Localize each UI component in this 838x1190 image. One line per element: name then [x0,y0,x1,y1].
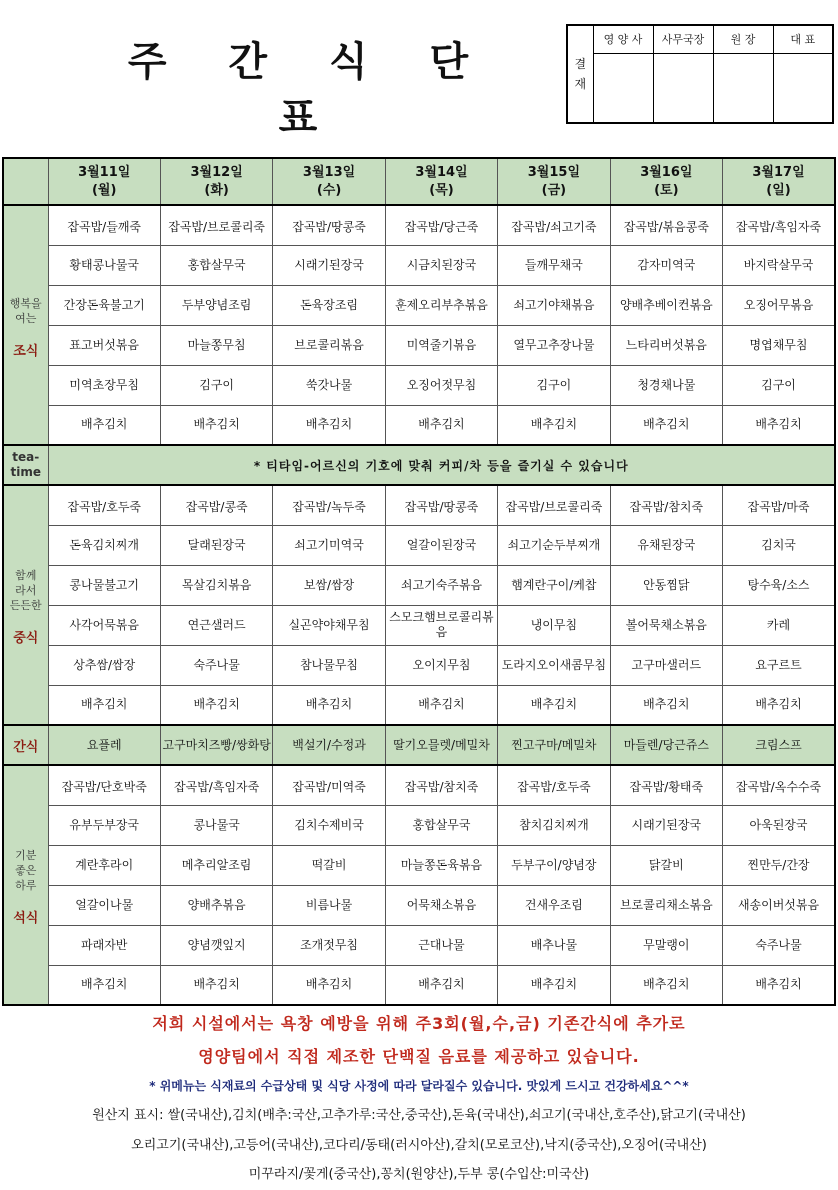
origin-line: 원산지 표시: 쌀(국내산),김치(배추:국산,고추가루:국산,중국산),돈육(국내산),쇠고기(국내산,호주산),닭고기(국내산) [92,1108,746,1123]
menu-item: 잡곡밥/단호박죽 [48,765,160,805]
menu-item: 잡곡밥/참치죽 [610,485,722,525]
snack-item: 딸기오믈렛/메밀차 [385,725,497,765]
menu-item: 배추김치 [610,965,722,1005]
origin-line: 오리고기(국내산),고등어(국내산),코다리/동태(러시아산),갈치(모로코산),낙지(중국산),오징어(국내산) [131,1138,707,1153]
menu-item: 느타리버섯볶음 [610,325,722,365]
menu-item: 황태콩나물국 [48,245,160,285]
menu-item: 배추김치 [48,685,160,725]
menu-change-note: * 위메뉴는 식재료의 수급상태 및 식당 사정에 따라 달라질수 있습니다. 맛있게 드시고 건강하세요^^* [149,1079,689,1093]
menu-item: 잡곡밥/마죽 [723,485,835,525]
menu-item: 두부양념조림 [160,285,272,325]
menu-item: 햄계란구이/케찹 [498,565,610,605]
day-date: 3월17일 [752,164,805,180]
approval-role: 원 장 [713,25,773,53]
menu-item: 돈육김치찌개 [48,525,160,565]
menu-item: 배추김치 [385,405,497,445]
day-header [385,158,497,205]
menu-item: 시래기된장국 [610,805,722,845]
menu-item: 배추김치 [273,685,385,725]
menu-item: 배추김치 [610,685,722,725]
menu-item: 건새우조림 [498,885,610,925]
menu-item: 배추김치 [160,685,272,725]
day-date: 3월14일 [415,164,468,180]
menu-item: 메추리알조림 [160,845,272,885]
menu-item: 청경채나물 [610,365,722,405]
menu-item: 어묵채소볶음 [385,885,497,925]
menu-item: 오징어무볶음 [723,285,835,325]
meal-sublabel: 좋은 [15,864,37,877]
menu-item: 비름나물 [273,885,385,925]
menu-item: 배추김치 [498,685,610,725]
meal-sublabel: 라서 [15,584,37,597]
menu-item: 계란후라이 [48,845,160,885]
menu-item: 명엽채무침 [723,325,835,365]
menu-item: 얼갈이나물 [48,885,160,925]
meal-label: 중식 [13,631,39,646]
menu-item: 오징어젓무침 [385,365,497,405]
snack-label: 간식 [3,725,48,765]
day-header [723,158,835,205]
meal-label: 조식 [13,343,39,359]
menu-item: 잡곡밥/옥수수죽 [723,765,835,805]
day-weekday: (목) [429,182,454,198]
snack-item: 크림스프 [723,725,835,765]
menu-item: 김치수제비국 [273,805,385,845]
menu-item: 미역줄기볶음 [385,325,497,365]
menu-item: 잡곡밥/볶음콩죽 [610,205,722,245]
meal-sublabel: 여는 [15,311,37,325]
menu-item: 숙주나물 [723,925,835,965]
menu-item: 보쌈/쌈장 [273,565,385,605]
menu-item: 잡곡밥/땅콩죽 [385,485,497,525]
menu-item: 마늘쫑무침 [160,325,272,365]
menu-item: 볼어묵채소볶음 [610,605,722,645]
menu-item: 간장돈육불고기 [48,285,160,325]
menu-item: 잡곡밥/쇠고기죽 [498,205,610,245]
menu-item: 찐만두/간장 [723,845,835,885]
menu-item: 마늘쫑돈육볶음 [385,845,497,885]
menu-item: 잡곡밥/참치죽 [385,765,497,805]
menu-item: 배추김치 [385,685,497,725]
menu-item: 양념깻잎지 [160,925,272,965]
menu-item: 배추김치 [723,405,835,445]
menu-item: 닭갈비 [610,845,722,885]
dinner-label [3,765,48,1005]
menu-item: 훈제오리부추볶음 [385,285,497,325]
menu-item: 양배추베이컨볶음 [610,285,722,325]
day-header [160,158,272,205]
day-header [610,158,722,205]
menu-item: 목살김치볶음 [160,565,272,605]
meal-sublabel: 든든한 [9,599,42,612]
menu-item: 콩나물국 [160,805,272,845]
menu-item: 달래된장국 [160,525,272,565]
menu-item: 안동찜닭 [610,565,722,605]
signature-box [713,53,773,123]
day-weekday: (토) [654,182,679,198]
menu-item: 쇠고기숙주볶음 [385,565,497,605]
menu-item: 참치김치찌개 [498,805,610,845]
meal-sublabel: 기분 [15,849,37,862]
day-header [273,158,385,205]
meal-label: 석식 [13,911,39,926]
lunch-label [3,485,48,725]
menu-item: 양배추볶음 [160,885,272,925]
approval-role: 영 양 사 [593,25,653,53]
menu-item: 떡갈비 [273,845,385,885]
snack-item: 백설기/수정과 [273,725,385,765]
menu-item: 유부두부장국 [48,805,160,845]
menu-item: 탕수육/소스 [723,565,835,605]
menu-item: 표고버섯볶음 [48,325,160,365]
menu-item: 잡곡밥/흑임자죽 [160,765,272,805]
menu-item: 홍합살무국 [160,245,272,285]
teatime-text: * 티타임-어르신의 기호에 맞춰 커피/차 등을 즐기실 수 있습니다 [48,445,835,485]
signature-box [773,53,833,123]
menu-item: 무말랭이 [610,925,722,965]
menu-item: 숙주나물 [160,645,272,685]
menu-item: 조개젓무침 [273,925,385,965]
menu-item: 잡곡밥/미역죽 [273,765,385,805]
day-weekday: (화) [204,182,229,198]
menu-item: 근대나물 [385,925,497,965]
menu-item: 참나물무침 [273,645,385,685]
menu-item: 유채된장국 [610,525,722,565]
menu-item: 배추김치 [48,965,160,1005]
menu-item: 고구마샐러드 [610,645,722,685]
menu-item: 김치국 [723,525,835,565]
menu-item: 스모크햄브로콜리볶음 [385,605,497,645]
snack-item: 요플레 [48,725,160,765]
menu-item: 실곤약야채무침 [273,605,385,645]
menu-item: 브로콜리볶음 [273,325,385,365]
meal-sublabel: 행복을 [9,296,42,310]
breakfast-label [3,205,48,445]
day-date: 3월12일 [190,164,243,180]
day-weekday: (일) [766,182,791,198]
menu-item: 잡곡밥/황태죽 [610,765,722,805]
menu-item: 쇠고기순두부찌개 [498,525,610,565]
menu-item: 시래기된장국 [273,245,385,285]
menu-item: 돈육장조림 [273,285,385,325]
menu-item: 김구이 [723,365,835,405]
table-corner [3,158,48,205]
menu-item: 배추김치 [610,405,722,445]
menu-item: 감자미역국 [610,245,722,285]
menu-item: 얼갈이된장국 [385,525,497,565]
page-title: 주 간 식 단 표 [127,39,493,141]
menu-item: 잡곡밥/콩죽 [160,485,272,525]
approval-role: 대 표 [773,25,833,53]
day-header [498,158,610,205]
menu-item: 배추나물 [498,925,610,965]
snack-item: 찐고구마/메밀차 [498,725,610,765]
menu-item: 쇠고기미역국 [273,525,385,565]
menu-item: 요구르트 [723,645,835,685]
menu-item: 미역초장무침 [48,365,160,405]
menu-item: 김구이 [498,365,610,405]
day-date: 3월11일 [78,164,131,180]
menu-item: 바지락살무국 [723,245,835,285]
menu-item: 잡곡밥/브로콜리죽 [498,485,610,525]
menu-item: 김구이 [160,365,272,405]
menu-item: 배추김치 [273,965,385,1005]
menu-item: 잡곡밥/녹두죽 [273,485,385,525]
menu-item: 홍합살무국 [385,805,497,845]
menu-item: 배추김치 [498,965,610,1005]
day-date: 3월13일 [302,164,356,180]
menu-item: 브로콜리채소볶음 [610,885,722,925]
menu-item: 쇠고기야채볶음 [498,285,610,325]
menu-item: 쑥갓나물 [273,365,385,405]
menu-item: 들깨무채국 [498,245,610,285]
approval-role: 사무국장 [653,25,713,53]
menu-item: 시금치된장국 [385,245,497,285]
snack-item: 마들렌/당근쥬스 [610,725,722,765]
menu-item: 배추김치 [160,965,272,1005]
menu-item: 잡곡밥/땅콩죽 [273,205,385,245]
day-weekday: (월) [91,182,117,198]
day-date: 3월16일 [640,164,693,180]
menu-item: 열무고추장나물 [498,325,610,365]
signature-box [593,53,653,123]
menu-item: 배추김치 [48,405,160,445]
menu-item: 두부구이/양념장 [498,845,610,885]
day-weekday: (금) [541,182,567,198]
menu-item: 연근샐러드 [160,605,272,645]
approval-label: 결재 [567,25,593,123]
menu-item: 배추김치 [723,685,835,725]
day-date: 3월15일 [527,164,581,180]
meal-sublabel: 함께 [15,569,37,582]
menu-item: 콩나물불고기 [48,565,160,605]
meal-sublabel: 하루 [15,879,37,892]
menu-item: 사각어묵볶음 [48,605,160,645]
menu-item: 잡곡밥/당근죽 [385,205,497,245]
day-weekday: (수) [316,182,342,198]
menu-item: 배추김치 [273,405,385,445]
menu-item: 잡곡밥/호두죽 [48,485,160,525]
menu-item: 오이지무침 [385,645,497,685]
menu-item: 파래자반 [48,925,160,965]
menu-item: 상추쌈/쌈장 [48,645,160,685]
menu-item: 도라지오이새콤무침 [498,645,610,685]
snack-item: 고구마치즈빵/쌍화탕 [160,725,272,765]
menu-item: 배추김치 [385,965,497,1005]
origin-line: 미꾸라지/꽃게(중국산),꽁치(원양산),두부 콩(수입산:미국산) [248,1167,590,1182]
menu-item: 잡곡밥/호두죽 [498,765,610,805]
menu-table [2,157,836,1006]
teatime-label: tea- time [3,445,48,485]
menu-item: 아욱된장국 [723,805,835,845]
menu-item: 새송이버섯볶음 [723,885,835,925]
day-header [48,158,160,205]
menu-item: 배추김치 [723,965,835,1005]
menu-item: 배추김치 [160,405,272,445]
menu-item: 잡곡밥/들깨죽 [48,205,160,245]
menu-item: 잡곡밥/흑임자죽 [723,205,835,245]
signature-box [653,53,713,123]
menu-item: 카레 [723,605,835,645]
menu-item: 배추김치 [498,405,610,445]
notice-line: 영양팀에서 직접 제조한 단백질 음료를 제공하고 있습니다. [198,1047,640,1066]
notice-line: 저희 시설에서는 욕창 예방을 위해 주3회(월,수,금) 기존간식에 추가로 [152,1014,686,1033]
menu-item: 냉이무침 [498,605,610,645]
menu-item: 잡곡밥/브로콜리죽 [160,205,272,245]
approval-box [566,24,834,124]
